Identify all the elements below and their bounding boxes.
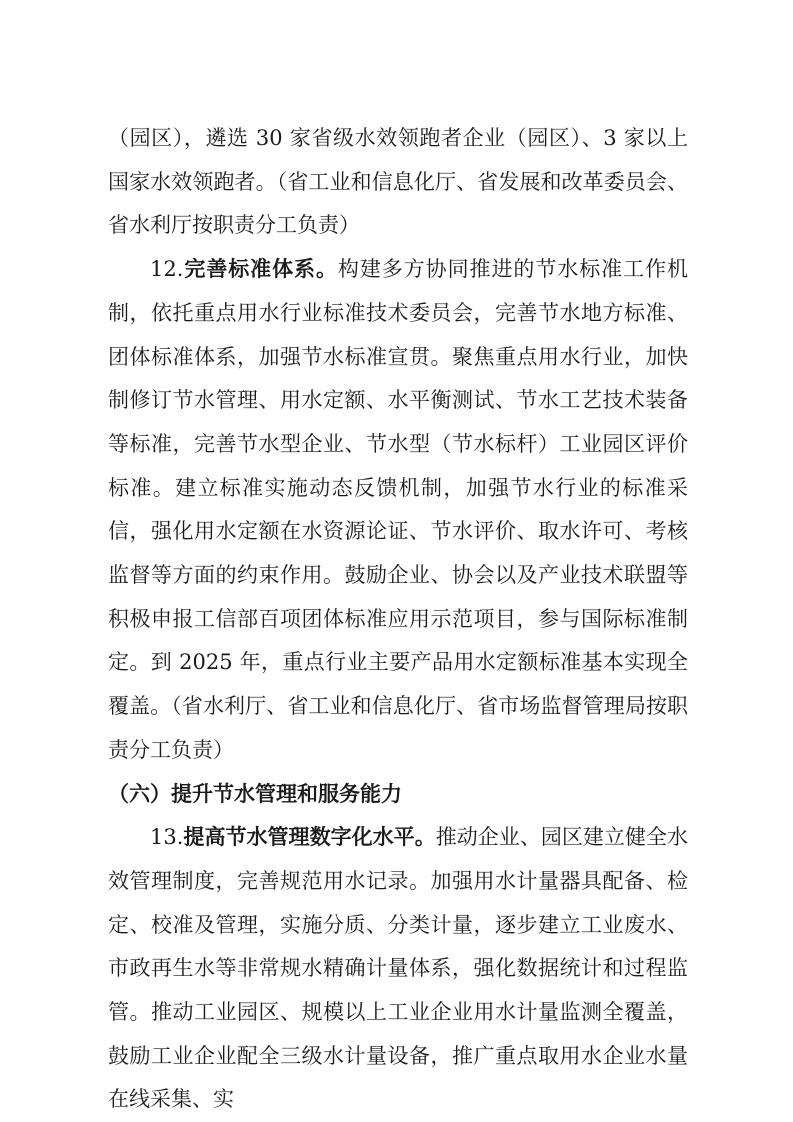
item-13-body: 推动企业、园区建立健全水效管理制度，完善规范用水记录。加强用水计量器具配备、检定、校准及管理，实施分质、分类计量，逐步建立工业废水、市政再生水等非常规水精确计量体系，强化数据统计和过程监管。推动工业园区、规模以上工业企业用水计量监测全覆盖，鼓励工业企业配全三级水计量设备，推广重点取用水企业水量在线采集、实 <box>108 825 689 1112</box>
section-6-heading: （六）提升节水管理和服务能力 <box>108 781 402 806</box>
document-body <box>108 117 688 1122</box>
item-13-title: 提高节水管理数字化水平。 <box>183 825 436 850</box>
item-13-number: 13. <box>150 825 184 850</box>
paragraph-continuation: （园区），遴选 30 家省级水效领跑者企业（园区）、3 家以上国家水效领跑者。（省工业和信息化厅、省发展和改革委员会、省水利厅按职责分工负责） <box>108 126 688 238</box>
paragraph-item-12 <box>108 248 688 772</box>
item-12-body: 构建多方协同推进的节水标准工作机制，依托重点用水行业标准技术委员会，完善节水地方标准、团体标准体系，加强节水标准宣贯。聚焦重点用水行业，加快制修订节水管理、用水定额、水平衡测试、节水工艺技术装备等标准，完善节水型企业、节水型（节水标杆）工业园区评价标准。建立标准实施动态反馈机制，加强节水行业的标准采信，强化用水定额在水资源论证、节水评价、取水许可、考核监督等方面的约束作用。鼓励企业、协会以及产业技术联盟等积极申报工信部百项团体标准应用示范项目，参与国际标准制定。到 2025 年，重点行业主要产品用水定额标准基本实现全覆盖。（省水利厅、省工业和信息化厅、省市场监督管理局按职责分工负责） <box>108 257 689 762</box>
item-12-number: 12. <box>150 257 184 282</box>
item-12-title: 完善标准体系。 <box>183 257 338 282</box>
paragraph-item-13 <box>108 816 688 1122</box>
